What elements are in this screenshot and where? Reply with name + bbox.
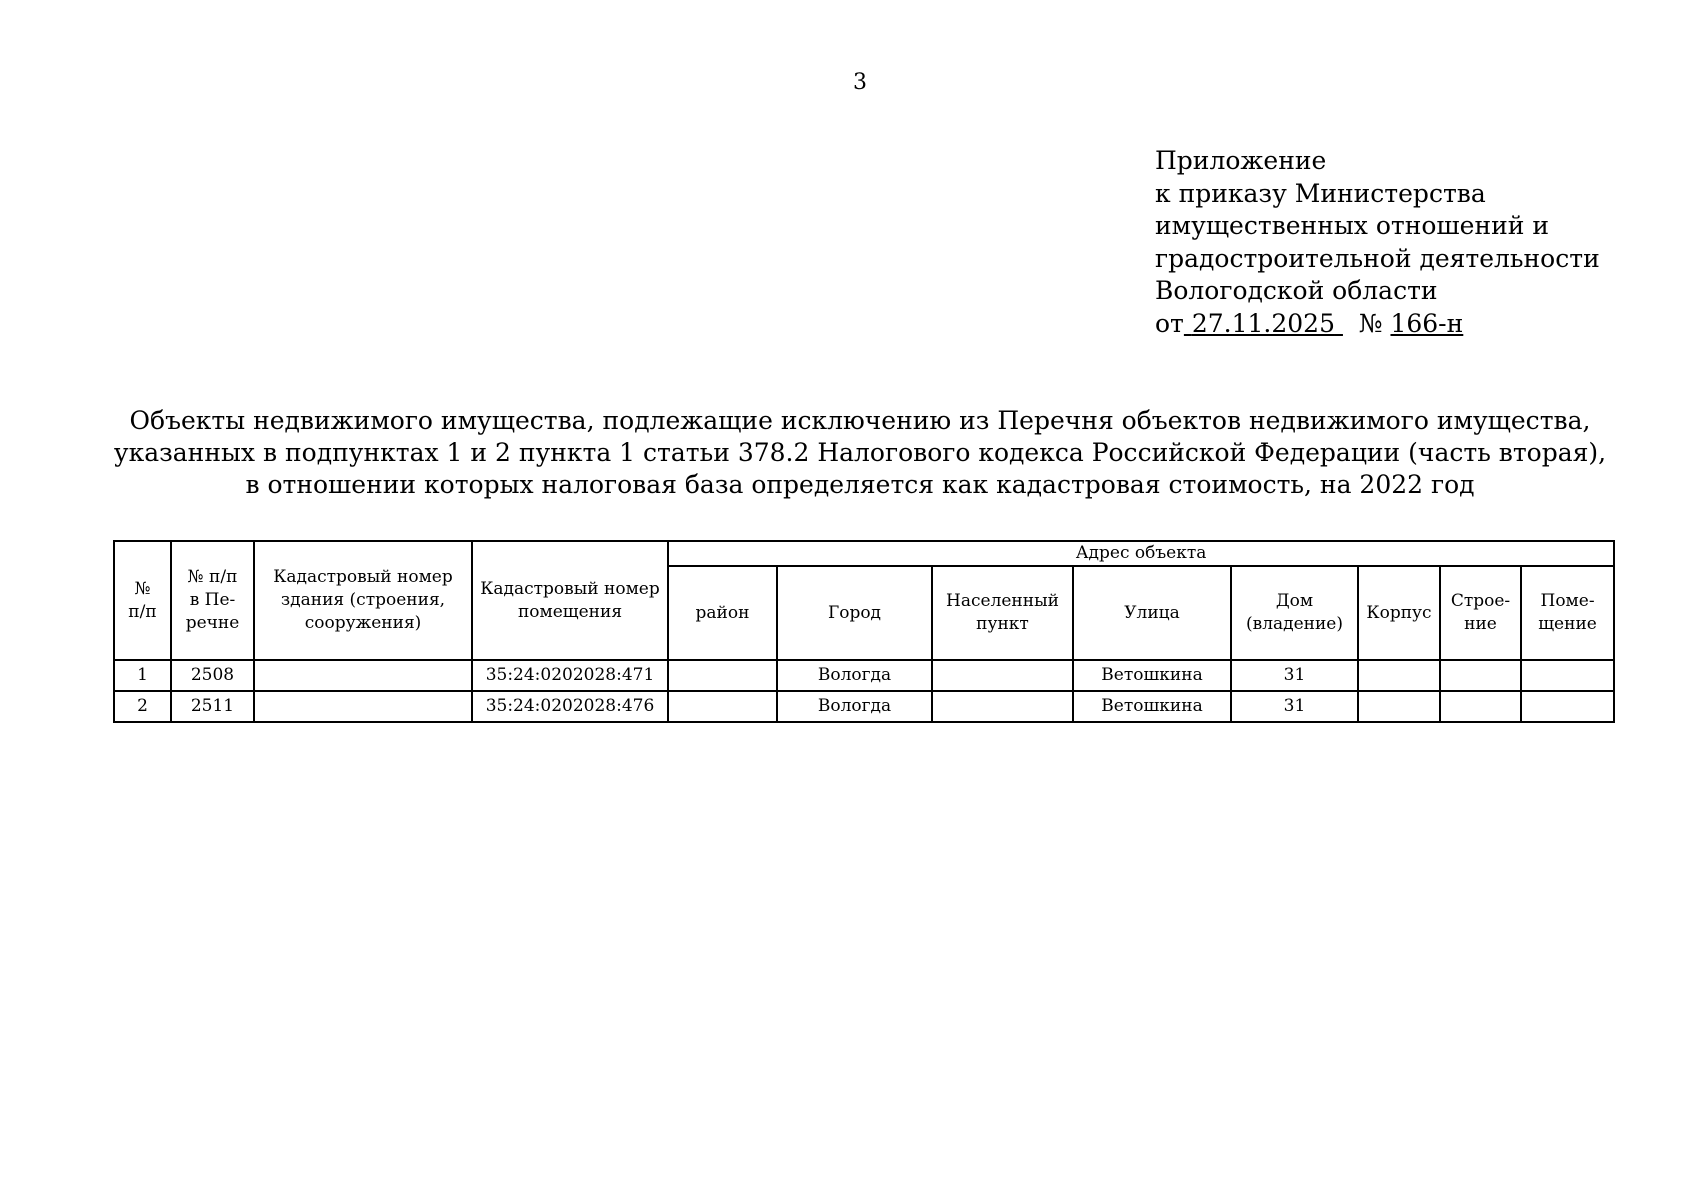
cell-building [1440, 691, 1521, 722]
cell-block [1358, 660, 1440, 691]
header-district: район [668, 566, 777, 660]
cell-num: 1 [114, 660, 171, 691]
header-city: Город [777, 566, 932, 660]
date-prefix: от [1155, 308, 1184, 338]
cell-street: Ветошкина [1073, 691, 1231, 722]
appendix-line: Вологодской области [1155, 276, 1438, 305]
header-house: Дом (владение) [1231, 566, 1358, 660]
cell-street: Ветошкина [1073, 660, 1231, 691]
objects-table [113, 540, 1615, 723]
cell-house: 31 [1231, 660, 1358, 691]
table-row [114, 660, 1614, 691]
number-prefix: № [1358, 308, 1383, 338]
cell-room [1521, 660, 1614, 691]
page-number: 3 [853, 70, 867, 95]
header-street: Улица [1073, 566, 1231, 660]
cell-list-num: 2511 [171, 691, 254, 722]
cell-room-cadastral: 35:24:0202028:476 [472, 691, 668, 722]
header-room-cadastral: Кадастровый номер помещения [472, 541, 668, 660]
cell-room-cadastral: 35:24:0202028:471 [472, 660, 668, 691]
cell-block [1358, 691, 1440, 722]
cell-room [1521, 691, 1614, 722]
header-address-group: Адрес объекта [668, 541, 1614, 566]
cell-list-num: 2508 [171, 660, 254, 691]
appendix-line: к приказу Министерства [1155, 178, 1486, 208]
header-block: Корпус [1358, 566, 1440, 660]
cell-num: 2 [114, 691, 171, 722]
cell-building-cadastral [254, 660, 472, 691]
order-date: 27.11.2025 [1191, 308, 1335, 338]
appendix-line: имущественных отношений и [1155, 211, 1550, 240]
document-title [80, 405, 1640, 501]
order-number: 166-н [1390, 308, 1464, 338]
title-line: указанных в подпунктах 1 и 2 пункта 1 статьи 378.2 Налогового кодекса Российской Федерации (часть вторая), [113, 438, 1607, 467]
header-num: № п/п [114, 541, 171, 660]
cell-locality [932, 660, 1073, 691]
appendix-line: Приложение [1155, 146, 1327, 175]
header-building-cadastral: Кадастровый номер здания (строения, сооружения) [254, 541, 472, 660]
cell-building [1440, 660, 1521, 691]
cell-district [668, 691, 777, 722]
title-line: в отношении которых налоговая база определяется как кадастровая стоимость, на 2022 год [245, 470, 1475, 499]
header-building: Строе- ние [1440, 566, 1521, 660]
cell-house: 31 [1231, 691, 1358, 722]
header-room: Поме- щение [1521, 566, 1614, 660]
header-locality: Населенный пункт [932, 566, 1073, 660]
header-list-num: № п/п в Пе- речне [171, 541, 254, 660]
cell-locality [932, 691, 1073, 722]
title-line: Объекты недвижимого имущества, подлежащие исключению из Перечня объектов недвижимого имущества, [129, 406, 1591, 435]
table-row [114, 691, 1614, 722]
cell-building-cadastral [254, 691, 472, 722]
cell-city: Вологда [777, 691, 932, 722]
cell-district [668, 660, 777, 691]
appendix-line: градостроительной деятельности [1155, 243, 1600, 273]
appendix-block [1155, 145, 1600, 340]
cell-city: Вологда [777, 660, 932, 691]
order-date-number [1155, 308, 1600, 341]
